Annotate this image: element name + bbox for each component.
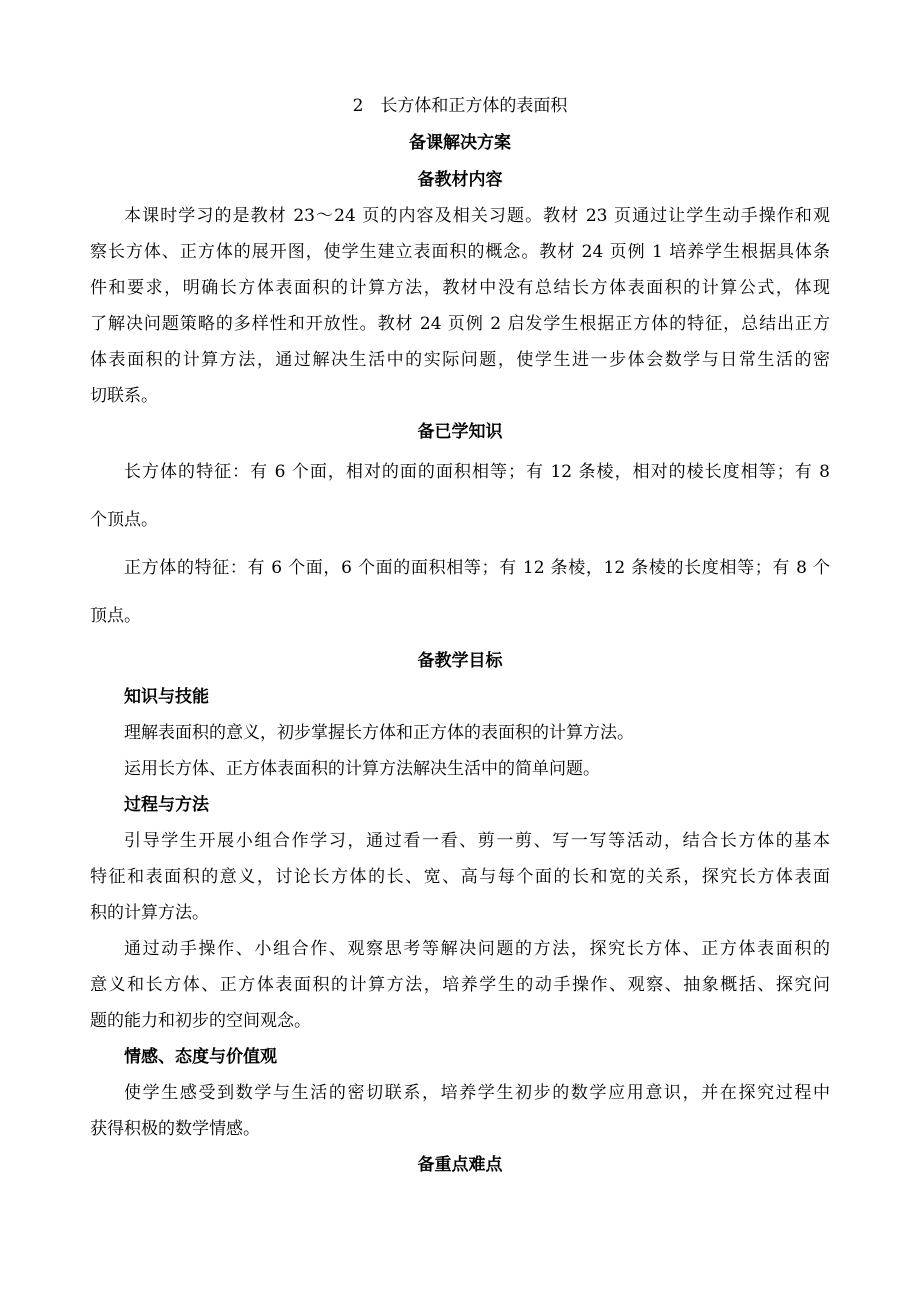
document-subtitle: 备课解决方案: [409, 133, 511, 153]
subheading-process-methods: 过程与方法: [124, 795, 209, 815]
section-heading-prior-knowledge: 备已学知识: [417, 422, 503, 442]
document-title: 2 长方体和正方体的表面积: [352, 96, 568, 116]
paragraph-line: 了解决问题策略的多样性和开放性。教材 24 页例 2 启发学生根据正方体的特征，总结出正方: [90, 314, 830, 334]
paragraph-line: 通过动手操作、小组合作、观察思考等解决问题的方法，探究长方体、正方体表面积的: [124, 939, 830, 959]
paragraph-line: 积的计算方法。: [90, 903, 209, 923]
section-heading-textbook-content: 备教材内容: [417, 170, 503, 190]
paragraph-line: 题的能力和初步的空间观念。: [90, 1011, 311, 1031]
paragraph-line: 件和要求，明确长方体表面积的计算方法，教材中没有总结长方体表面积的计算公式，体现: [90, 278, 830, 298]
paragraph-line: 引导学生开展小组合作学习，通过看一看、剪一剪、写一写等活动，结合长方体的基本: [124, 831, 830, 851]
paragraph-line: 使学生感受到数学与生活的密切联系，培养学生初步的数学应用意识，并在探究过程中: [124, 1083, 830, 1103]
subheading-knowledge-skills: 知识与技能: [124, 687, 209, 707]
paragraph-line: 切联系。: [90, 386, 158, 406]
section-heading-teaching-goals: 备教学目标: [417, 651, 503, 671]
paragraph-line: 本课时学习的是教材 23～24 页的内容及相关习题。教材 23 页通过让学生动手操作和观: [124, 206, 830, 226]
cube-feature-line: 正方体的特征：有 6 个面，6 个面的面积相等；有 12 条棱，12 条棱的长度相等；有 8 个: [124, 558, 830, 578]
paragraph-line: 察长方体、正方体的展开图，使学生建立表面积的概念。教材 24 页例 1 培养学生根据具体条: [90, 242, 830, 262]
section-heading-key-difficulties: 备重点难点: [417, 1155, 503, 1175]
cuboid-feature-line: 个顶点。: [90, 510, 158, 530]
paragraph-line: 特征和表面积的意义，讨论长方体的长、宽、高与每个面的长和宽的关系，探究长方体表面: [90, 867, 830, 887]
cube-feature-line: 顶点。: [90, 606, 141, 626]
paragraph-line: 理解表面积的意义，初步掌握长方体和正方体的表面积的计算方法。: [124, 723, 634, 743]
paragraph-line: 意义和长方体、正方体表面积的计算方法，培养学生的动手操作、观察、抽象概括、探究问: [90, 975, 830, 995]
cuboid-feature-line: 长方体的特征：有 6 个面，相对的面的面积相等；有 12 条棱，相对的棱长度相等；有 8: [124, 462, 830, 482]
paragraph-line: 体表面积的计算方法，通过解决生活中的实际问题，使学生进一步体会数学与日常生活的密: [90, 350, 830, 370]
subheading-emotion-attitude-values: 情感、态度与价值观: [124, 1047, 277, 1067]
paragraph-line: 获得积极的数学情感。: [90, 1119, 260, 1139]
paragraph-line: 运用长方体、正方体表面积的计算方法解决生活中的简单问题。: [124, 759, 600, 779]
